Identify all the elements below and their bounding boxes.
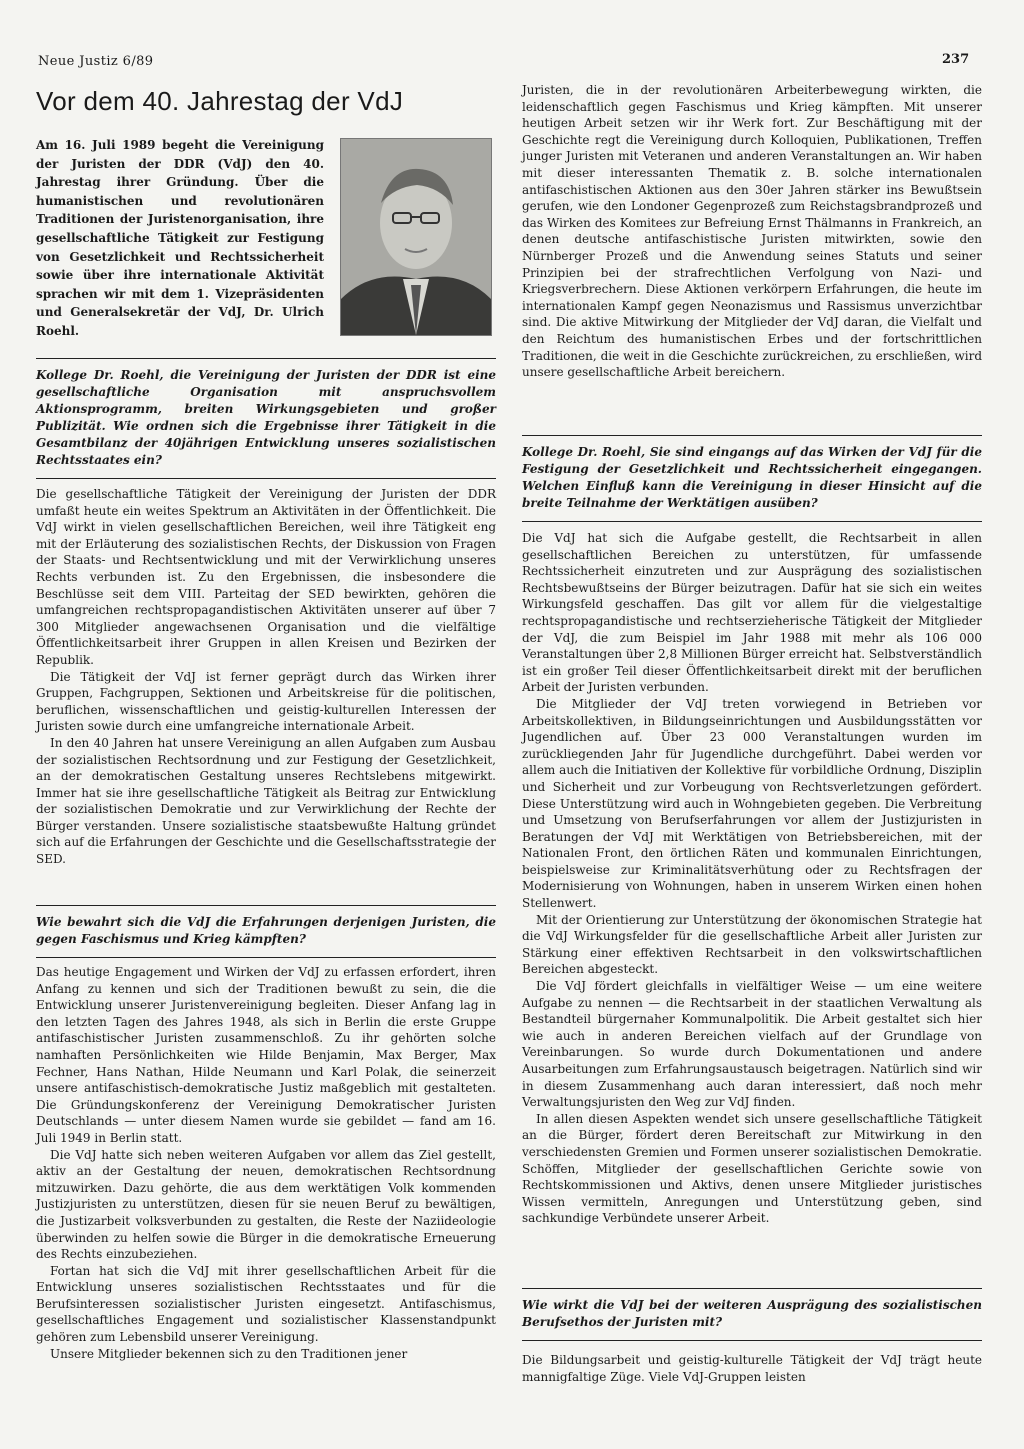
page-number: 237	[942, 52, 970, 67]
answer-2-para-3: Fortan hat sich die VdJ mit ihrer gesellschaftlichen Arbeit für die Entwicklung unseres sozialistischen Rechtsstaates und für die Berufsinteressen sozialistischer Juristen eingesetzt. Antifaschismus, gesellschaftliches Engagement und sozialistischer Klassenstandpunkt gehören zum Lebensbild unserer Vereinigung.	[36, 1263, 496, 1345]
answer-4	[522, 1352, 982, 1385]
answer-2-para-1: Das heutige Engagement und Wirken der VdJ zu erfassen erfordert, ihren Anfang zu kennen und sich der Traditionen bewußt zu sein, die die Entwicklung unserer Juristenvereinigung begleiten. Dieser Anfang lag in den letzten Tagen des Jahres 1948, als sich in Berlin die erste Gruppe antifaschistischer Juristen zusammenschloß. Zu ihr gehörten solche namhaften Persönlichkeiten wie Hilde Benjamin, Max Berger, Max Fechner, Hans Nathan, Hilde Neumann und Karl Polak, die seinerzeit unsere antifaschistisch-demokratische Justiz maßgeblich mit gestalteten. Die Gründungskonferenz der Vereinigung Demokratischer Juristen Deutschlands — unter diesem Namen wurde sie gebildet — fand am 16. Juli 1949 in Berlin statt.	[36, 965, 496, 1145]
running-head: Neue Justiz 6/89	[38, 54, 154, 69]
portrait-photo	[340, 138, 492, 336]
answer-2-para-4: Unsere Mitglieder bekennen sich zu den Traditionen jener	[50, 1346, 408, 1361]
answer-2	[36, 964, 496, 1362]
answer-3-para-5: In allen diesen Aspekten wendet sich unsere gesellschaftliche Tätigkeit an die Bürger, fördert deren Bereitschaft zur Mitwirkung in den verschiedensten Gremien und Formen unserer sozialistischen Demokratie. Schöffen, Mitglieder der gesellschaftlichen Gerichte sowie von Rechtskommissionen und Aktivs, denen unsere Mitglieder juristisches Wissen vermitteln, Anregungen und Unterstützung geben, sind sachkundige Verbündete unserer Arbeit.	[522, 1111, 982, 1226]
answer-3-para-4: Die VdJ fördert gleichfalls in vielfältiger Weise — um eine weitere Aufgabe zu nennen — die Rechtsarbeit in der staatlichen Verwaltung als Bestandteil bürgernaher Kommunalpolitik. Die Arbeit gestaltet sich hier wie auch in anderen Bereichen vielfach auf der Grundlage von Vereinbarungen. So wurde durch Dokumentationen und andere Ausarbeitungen zum Erfahrungsaustausch beigetragen. Natürlich sind wir in diesem Zusammenhang auch daran interessiert, daß noch mehr Verwaltungsjuristen den Weg zur VdJ finden.	[522, 979, 982, 1110]
article-lead: Am 16. Juli 1989 begeht die Vereinigung der Juristen der DDR (VdJ) den 40. Jahrestag ihrer Gründung. Über die humanistischen und revolutionären Traditionen der Juristenorganisation, ihre gesellschaftliche Tätigkeit zur Festigung von Gesetzlichkeit und Rechtssicherheit sowie über ihre internationale Aktivität sprachen wir mit dem 1. Vizepräsidenten und Generalsekretär der VdJ, Dr. Ulrich Roehl.	[36, 138, 324, 338]
answer-2-para-2: Die VdJ hatte sich neben weiteren Aufgaben vor allem das Ziel gestellt, aktiv an der Gestaltung der neuen, demokratischen Rechtsordnung mitzuwirken. Dazu gehörte, die aus dem werktätigen Volk kommenden Justizjuristen zu unterstützen, diesen für sie neuen Beruf zu bewältigen, die Justizarbeit volksverbunden zu gestalten, die Reste der Naziideologie überwinden zu helfen sowie die Bürger in die demokratische Erneuerung des Rechts einzubeziehen.	[36, 1147, 496, 1262]
question-4: Wie wirkt die VdJ bei der weiteren Ausprägung des sozialistischen Berufsethos der Juristen mit?	[522, 1288, 982, 1341]
answer-3-para-2: Die Mitglieder der VdJ treten vorwiegend in Betrieben vor Arbeitskollektiven, in Bildungseinrichtungen und Ausbildungsstätten vor Jugendlichen auf. Über 23 000 Veranstaltungen wurden im zurückliegenden Jahr für Jugendliche durchgeführt. Dabei werden vor allem auch die Initiativen der Kollektive für vorbildliche Ordnung, Disziplin und Sicherheit und zur Vorbeugung von Rechtsverletzungen gefördert. Diese Unterstützung wird auch in Wohngebieten gegeben. Die Verbreitung und Umsetzung von Berufserfahrungen vor allem der Justizjuristen in Beratungen der VdJ mit Werktätigen von Betriebsbereichen, mit der Nationalen Front, den örtlichen Räten und kommunalen Einrichtungen, beispielsweise zur Kriminalitätsverhütung oder zu Rechtsfragen der Modernisierung von Wohnungen, haben in unserem Wirken einen hohen Stellenwert.	[522, 696, 982, 911]
question-2: Wie bewahrt sich die VdJ die Erfahrungen derjenigen Juristen, die gegen Faschismus und Krieg kämpften?	[36, 905, 496, 958]
answer-1-para-2: Die Tätigkeit der VdJ ist ferner geprägt durch das Wirken ihrer Gruppen, Fachgruppen, Sektionen und Arbeitskreise für die politischen, beruflichen, wissenschaftlichen und geistig-kulturellen Interessen der Juristen sowie durch eine umfangreiche internationale Arbeit.	[36, 669, 496, 734]
question-3: Kollege Dr. Roehl, Sie sind eingangs auf das Wirken der VdJ für die Festigung der Gesetzlichkeit und Rechtssicherheit eingegangen. Welchen Einfluß kann die Vereinigung in dieser Hinsicht auf die breite Teilnahme der Werktätigen ausüben?	[522, 435, 982, 522]
answer-4-para-1: Die Bildungsarbeit und geistig-kulturelle Tätigkeit der VdJ trägt heute mannigfaltige Züge. Viele VdJ-Gruppen leisten	[522, 1353, 982, 1384]
answer-3-para-3: Mit der Orientierung zur Unterstützung der ökonomischen Strategie hat die VdJ Wirkungsfelder für die gesellschaftliche Arbeit aller Juristen zur Stärkung einer effektiven Rechtsarbeit in den volkswirtschaftlichen Bereichen abgesteckt.	[522, 912, 982, 977]
answer-2-continued-text: Juristen, die in der revolutionären Arbeiterbewegung wirkten, die leidenschaftlich gegen Faschismus und Krieg kämpften. Mit unserer heutigen Arbeit setzen wir ihr Werk fort. Zur Beschäftigung mit der Geschichte regt die Vereinigung durch Kolloquien, Publikationen, Treffen junger Juristen mit Veteranen und anderen Veranstaltungen an. Wir haben mit dieser interessanten Thematik z. B. solche internationalen antifaschistischen Aktionen aus den 30er Jahren stärker ins Bewußtsein gerufen, wie den Londoner Gegenprozeß zum Reichstagsbrandprozeß und das Wirken des Komitees zur Befreiung Ernst Thälmanns in Frankreich, an denen deutsche antifaschistische Juristen mitwirkten, sowie den Nürnberger Prozeß und die Anwendung seines Statuts und seiner Prinzipien bei der strafrechtlichen Verfolgung von Nazi- und Kriegsverbrechern. Diese Aktionen verkörpern Erfahrungen, die heute im internationalen Kampf gegen Neonazismus und Rassismus unverzichtbar sind. Die aktive Mitwirkung der Mitglieder der VdJ daran, die Vielfalt und den Reichtum des humanistischen Erbes und der fortschrittlichen Traditionen, die weit in die Geschichte zurückreichen, zu erschließen, wird unsere gesellschaftliche Arbeit bereichern.	[522, 83, 982, 380]
article-title: Vor dem 40. Jahrestag der VdJ	[36, 86, 404, 116]
answer-1	[36, 486, 496, 868]
question-1: Kollege Dr. Roehl, die Vereinigung der Juristen der DDR ist eine gesellschaftliche Organisation mit anspruchsvollem Aktionsprogramm, breiten Wirkungsgebieten und großer Publizität. Wie ordnen sich die Ergebnisse ihrer Tätigkeit in die Gesamtbilanz der 40jährigen Entwicklung unseres sozialistischen Rechtsstaates ein?	[36, 358, 496, 479]
answer-1-para-3: In den 40 Jahren hat unsere Vereinigung an allen Aufgaben zum Ausbau der sozialistischen Rechtsordnung und zur Festigung der Gesetzlichkeit, an der demokratischen Gestaltung unseres Rechtslebens mitgewirkt. Immer hat sie ihre gesellschaftliche Tätigkeit als Beitrag zur Entwicklung der sozialistischen Demokratie und zur Verwirklichung der Rechte der Bürger verstanden. Unsere sozialistische staatsbewußte Haltung gründet sich auf die Erfahrungen der Geschichte und die Gesellschaftsstrategie der SED.	[36, 735, 496, 867]
answer-3-para-1: Die VdJ hat sich die Aufgabe gestellt, die Rechtsarbeit in allen gesellschaftlichen Bereichen zu unterstützen, für umfassende Rechtssicherheit einzutreten und zur Ausprägung des sozialistischen Rechtsbewußtseins der Bürger beizutragen. Dafür hat sie sich ein weites Wirkungsfeld geschaffen. Das gilt vor allem für die vielgestaltige rechtspropagandistische und rechtserzieherische Tätigkeit der Mitglieder der VdJ, die zum Beispiel im Jahr 1988 mit mehr als 106 000 Veranstaltungen über 2,8 Millionen Bürger erreicht hat. Selbstverständlich ist ein großer Teil dieser Öffentlichkeitsarbeit direkt mit der beruflichen Arbeit der Juristen verbunden.	[522, 531, 982, 695]
answer-3	[522, 530, 982, 1227]
answer-1-para-1: Die gesellschaftliche Tätigkeit der Vereinigung der Juristen der DDR umfaßt heute ein weites Spektrum an Aktivitäten in der Öffentlichkeit. Die VdJ wirkt in vielen gesellschaftlichen Bereichen, weil ihre Tätigkeit eng mit der Erläuterung des sozialistischen Rechts, der Diskussion von Fragen der Staats- und Rechtsentwicklung und mit der Verwirklichung unseres Rechts verbunden ist. Zu den Ergebnissen, die insbesondere die Beschlüsse seit dem VIII. Parteitag der SED bewirkten, gehören die umfangreichen rechtspropagandistischen Aktivitäten unserer auf über 7 300 Mitglieder angewachsenen Organisation und die vielfältige Öffentlichkeitsarbeit ihrer Gruppen in allen Kreisen und Bezirken der Republik.	[36, 487, 496, 667]
answer-2-continued	[522, 82, 982, 381]
